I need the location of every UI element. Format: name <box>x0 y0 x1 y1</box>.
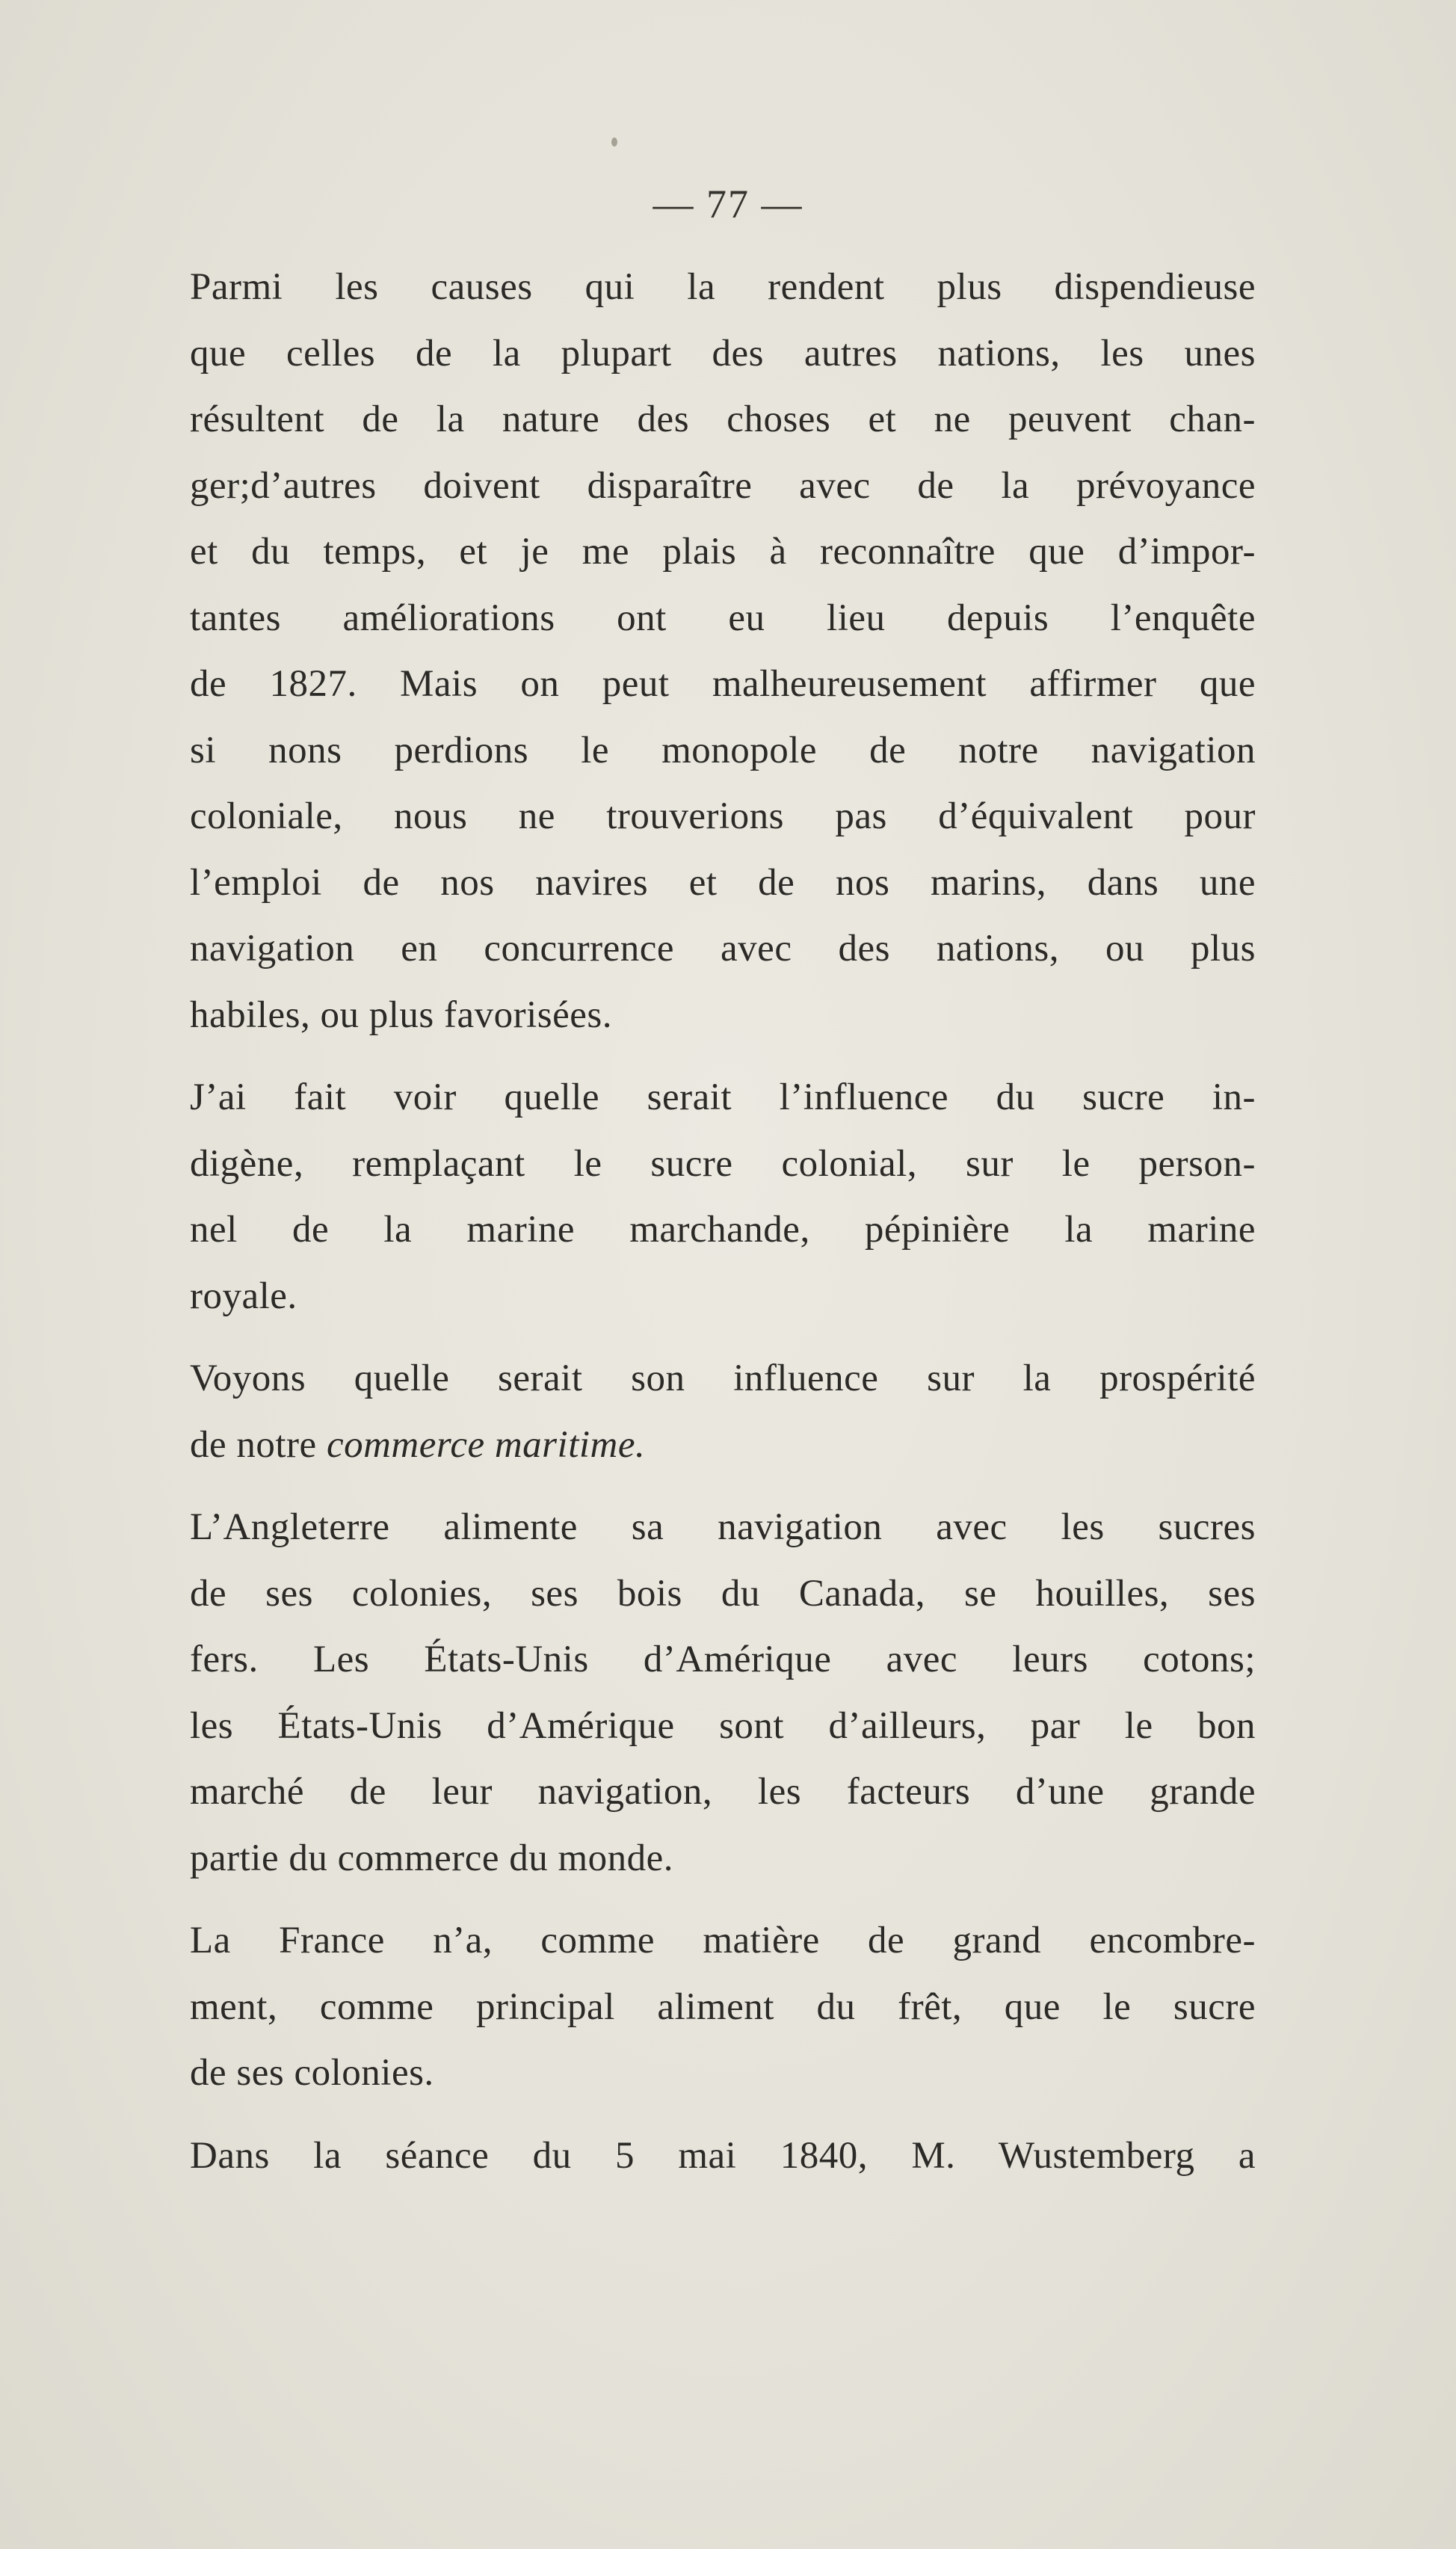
italic-phrase: commerce maritime. <box>326 1423 646 1466</box>
text-line: coloniale, nous ne trouverions pas d’équivalent pour <box>190 795 1256 837</box>
text-fragment: de notre <box>190 1423 327 1466</box>
text-line: marché de leur navigation, les facteurs d’une grande <box>190 1771 1256 1813</box>
text-line: L’Angleterre alimente sa navigation avec les sucres <box>190 1506 1256 1548</box>
text-line: de ses colonies. <box>190 2052 434 2094</box>
text-line: tantes améliorations ont eu lieu depuis l’enquête <box>190 597 1256 639</box>
text-line: résultent de la nature des choses et ne peuvent chan- <box>190 398 1256 440</box>
paragraph-4 <box>135 1494 1256 1891</box>
text-line: les États-Unis d’Amérique sont d’ailleurs, par le bon <box>190 1704 1256 1747</box>
text-line: fers. Les États-Unis d’Amérique avec leurs cotons; <box>190 1639 1256 1680</box>
text-line: ger;d’autres doivent disparaître avec de la prévoyance <box>190 464 1256 507</box>
text-line: l’emploi de nos navires et de nos marins, dans une <box>190 861 1256 904</box>
text-line: La France n’a, comme matière de grand encombre- <box>190 1920 1256 1961</box>
text-line: Dans la séance du 5 mai 1840, M. Wustemberg a <box>190 2134 1256 2177</box>
body-text <box>135 254 1256 2205</box>
text-line <box>135 1412 1256 1479</box>
ink-speck <box>611 138 617 147</box>
text-line: ment, comme principal aliment du frêt, que le sucre <box>190 1985 1256 2028</box>
text-line: navigation en concurrence avec des nations, ou plus <box>190 928 1256 970</box>
text-line: royale. <box>190 1274 297 1317</box>
text-line: Parmi les causes qui la rendent plus dispendieuse <box>190 266 1256 308</box>
paragraph-3 <box>135 1346 1256 1478</box>
text-line: si nons perdions le monopole de notre navigation <box>190 729 1256 771</box>
text-line: J’ai fait voir quelle serait l’influence du sucre in- <box>190 1076 1256 1118</box>
text-line: digène, remplaçant le sucre colonial, sur le person- <box>190 1142 1256 1185</box>
text-line: de 1827. Mais on peut malheureusement affirmer que <box>190 663 1256 705</box>
page-number: — 77 — <box>653 182 803 226</box>
text-line: habiles, ou plus favorisées. <box>190 993 612 1036</box>
paragraph-2 <box>135 1064 1256 1329</box>
text-line: et du temps, et je me plais à reconnaître que d’impor- <box>190 531 1256 573</box>
paragraph-6 <box>135 2123 1256 2189</box>
text-line: de ses colonies, ses bois du Canada, se houilles, ses <box>190 1572 1256 1615</box>
text-line: nel de la marine marchande, pépinière la marine <box>190 1209 1256 1251</box>
text-line: Voyons quelle serait son influence sur la prospérité <box>190 1357 1256 1399</box>
text-line: partie du commerce du monde. <box>190 1837 674 1879</box>
paragraph-5 <box>135 1908 1256 2106</box>
paragraph-1 <box>135 254 1256 1048</box>
text-line: que celles de la plupart des autres nations, les unes <box>190 332 1256 375</box>
